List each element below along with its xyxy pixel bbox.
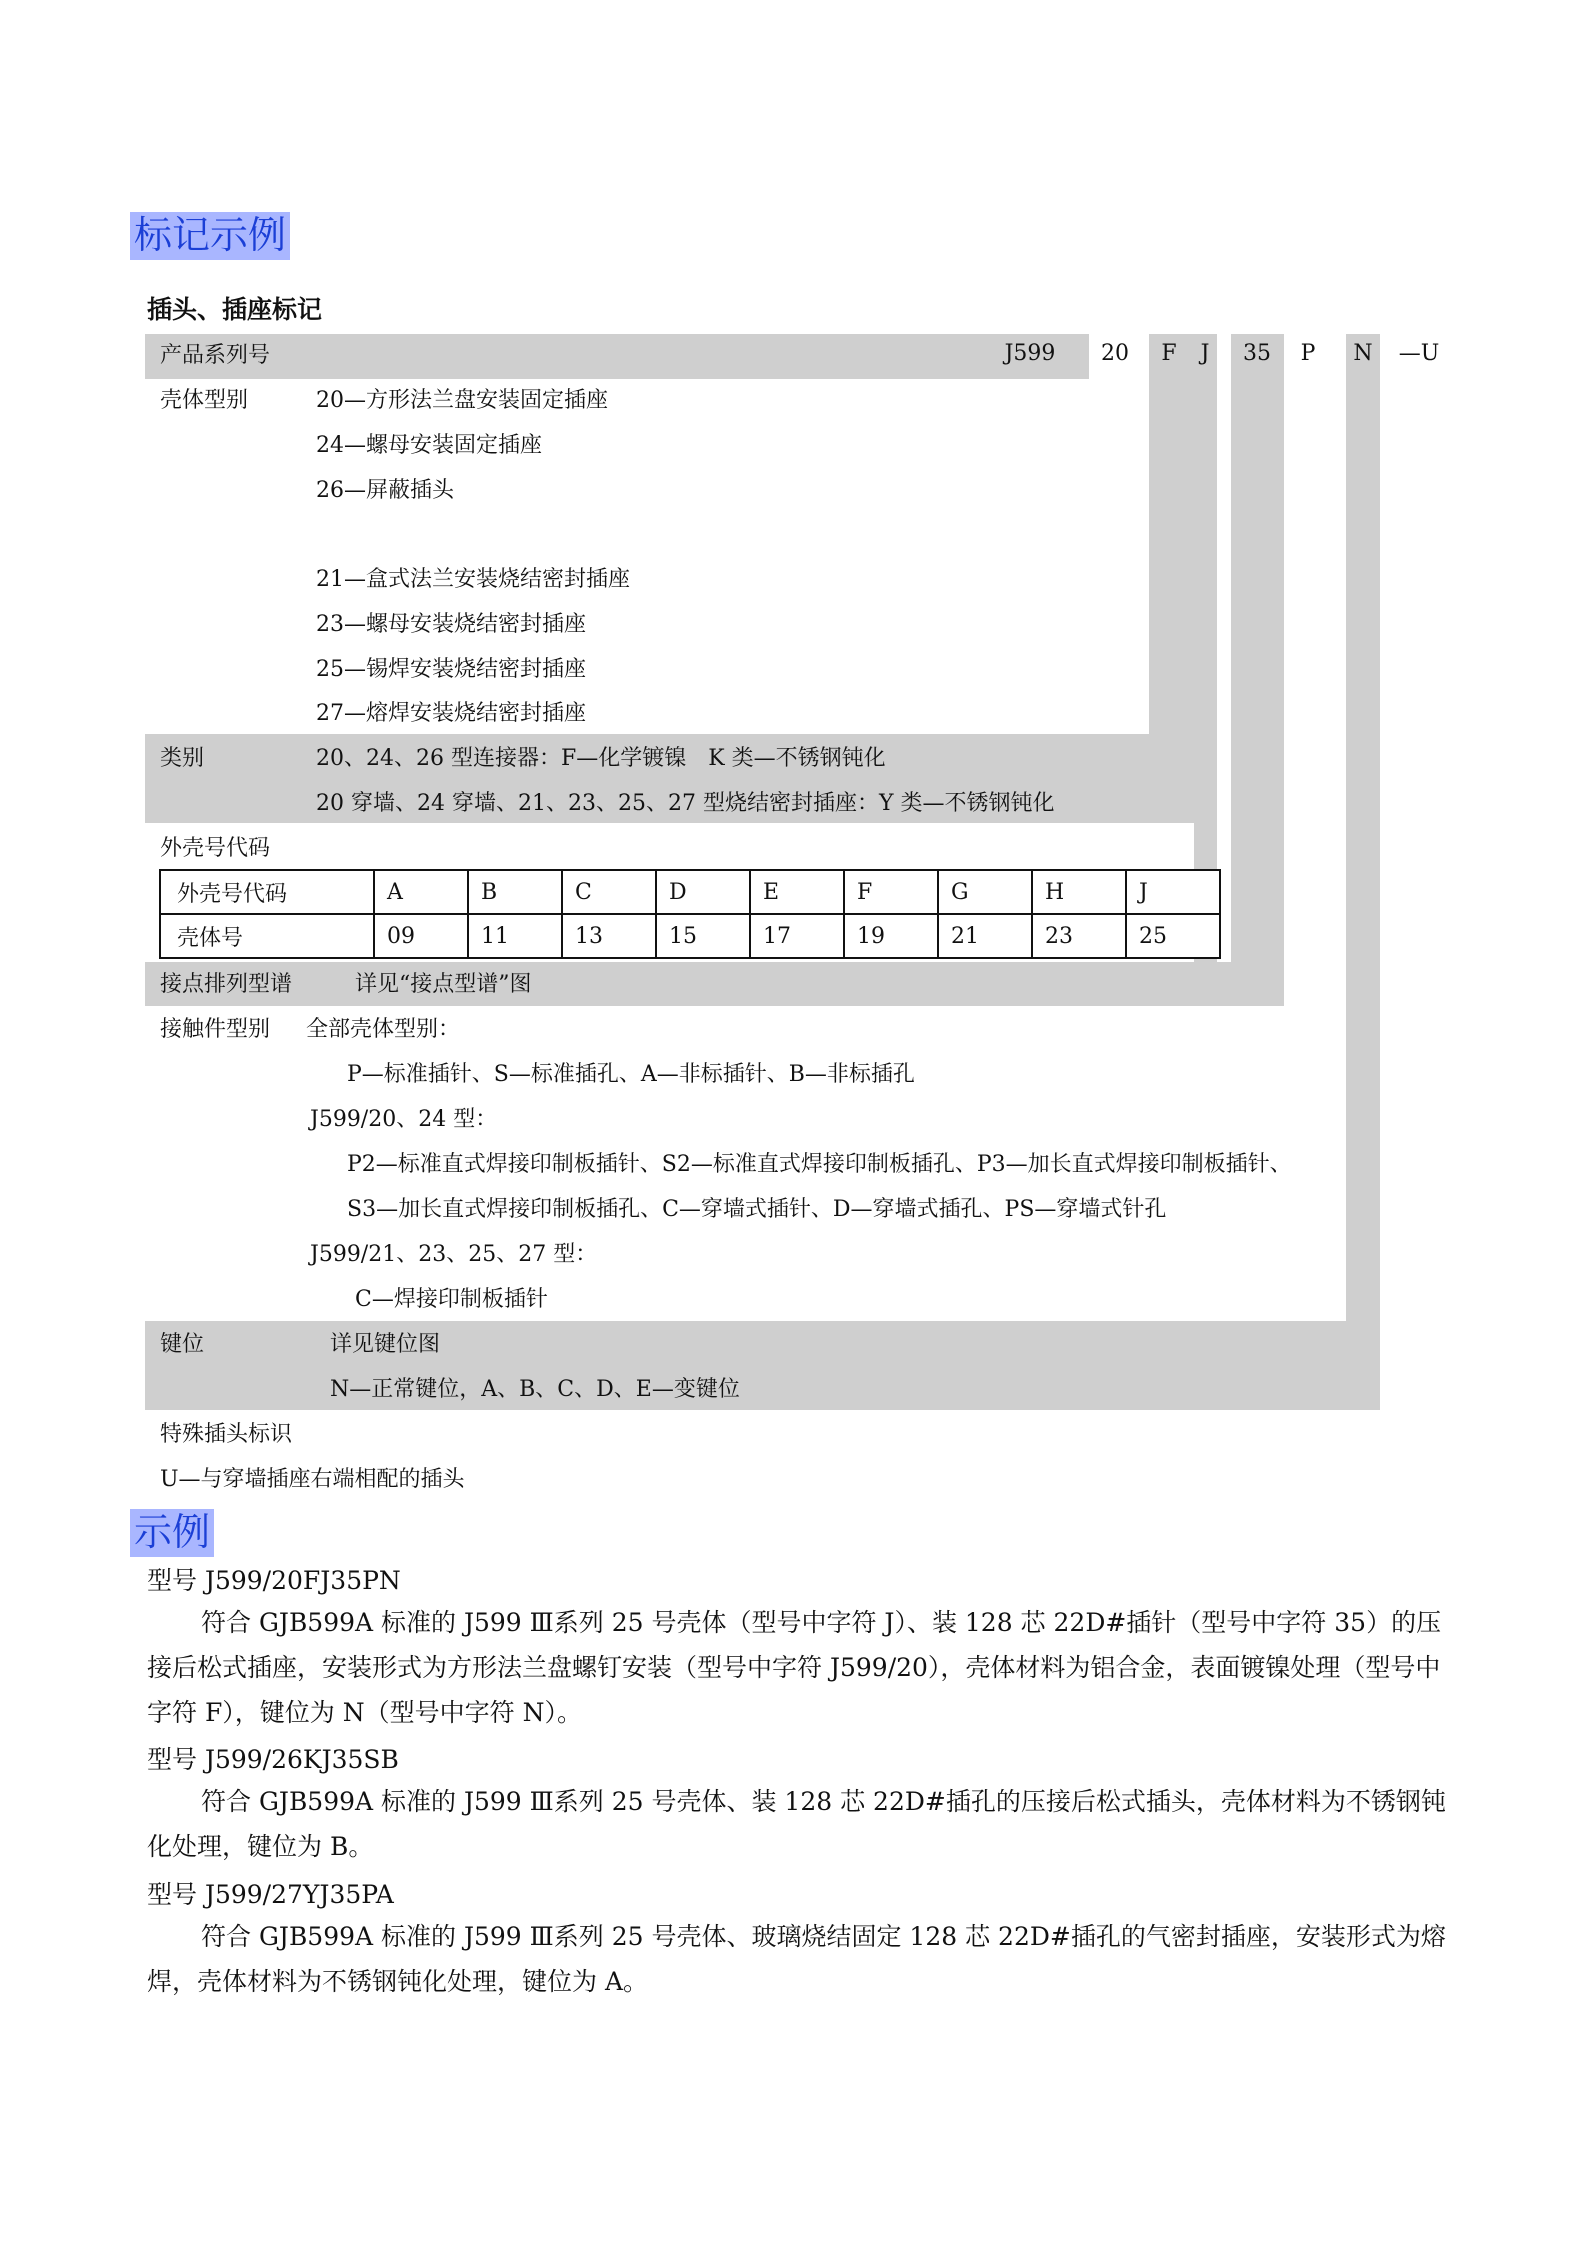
band-col-35 <box>1231 334 1284 1006</box>
contact-type-all-text: P—标准插针、S—标准插孔、A—非标插针、B—非标插孔 <box>347 1062 915 1087</box>
band-product-series <box>145 334 1089 379</box>
special-text: U—与穿墙插座右端相配的插头 <box>160 1467 465 1492</box>
shell-code-table <box>159 869 1221 959</box>
shell-type-label: 壳体型别 <box>160 388 249 413</box>
code-contact-arrangement: 35 <box>1243 341 1271 366</box>
contact-type-group1-line: P2—标准直式焊接印制板插针、S2—标准直式焊接印制板插孔、P3—加长直式焊接印制板插针、 <box>347 1152 1292 1177</box>
table-cell: 19 <box>844 914 938 958</box>
subtitle-plug-socket-marking: 插头、插座标记 <box>147 295 323 324</box>
shell-code-label: 外壳号代码 <box>160 836 271 861</box>
shell-type-item: 27—熔焊安装烧结密封插座 <box>316 701 586 726</box>
code-shell-type: 20 <box>1101 341 1129 366</box>
table-cell: 15 <box>656 914 750 958</box>
example-body: 符合 GJB599A 标准的 J599 Ⅲ系列 25 号壳体（型号中字符 J）、装 128 芯 22D#插针（型号中字符 35）的压接后松式插座，安装形式为方形法兰盘螺钉安装（型号中字符 J599/20），壳体材料为铝合金，表面镀镍处理（型号中字符 F），键位为 N（型号中字符 N）。 <box>147 1608 1442 1727</box>
table-cell: 25 <box>1126 914 1220 958</box>
code-shell-size: J <box>1200 341 1210 366</box>
code-j599: J599 <box>1004 341 1056 366</box>
contact-type-group2-text: C—焊接印制板插针 <box>355 1287 548 1312</box>
shell-type-item: 21—盒式法兰安装烧结密封插座 <box>316 567 630 592</box>
code-contact-type: P <box>1300 341 1316 366</box>
table-cell: A <box>374 870 468 914</box>
example-title: 型号 J599/27YJ35PA <box>147 1880 394 1909</box>
special-label: 特殊插头标识 <box>160 1422 293 1447</box>
band-contact-arrangement <box>145 962 1284 1006</box>
table-header-cell: 外壳号代码 <box>160 870 374 914</box>
contact-arrangement-label: 接点排列型谱 <box>160 972 293 997</box>
table-cell: 13 <box>562 914 656 958</box>
category-line: 20 穿墙、24 穿墙、21、23、25、27 型烧结密封插座：Y 类—不锈钢钝化 <box>316 791 1055 816</box>
section-heading-example: 示例 <box>130 1509 214 1557</box>
example-body: 符合 GJB599A 标准的 J599 Ⅲ系列 25 号壳体、玻璃烧结固定 128 芯 22D#插孔的气密封插座，安装形式为熔焊，壳体材料为不锈钢钝化处理，键位为 A。 <box>147 1922 1446 1996</box>
section-heading-marking-example: 标记示例 <box>130 212 290 260</box>
table-row <box>160 914 1220 958</box>
shell-type-item: 26—屏蔽插头 <box>316 478 454 503</box>
shell-type-item: 20—方形法兰盘安装固定插座 <box>316 388 608 413</box>
band-col-n <box>1346 334 1380 1321</box>
example-title: 型号 J599/26KJ35SB <box>147 1745 399 1774</box>
table-cell: F <box>844 870 938 914</box>
code-category: F <box>1161 341 1177 366</box>
table-cell: 17 <box>750 914 844 958</box>
table-cell: H <box>1032 870 1126 914</box>
code-key-position: N <box>1353 341 1373 366</box>
category-line: 20、24、26 型连接器：F—化学镀镍 K 类—不锈钢钝化 <box>316 746 886 771</box>
contact-arrangement-text: 详见“接点型谱”图 <box>355 972 532 997</box>
table-cell: C <box>562 870 656 914</box>
contact-type-group2-label: J599/21、23、25、27 型： <box>310 1242 598 1267</box>
table-cell: E <box>750 870 844 914</box>
shell-type-item: 23—螺母安装烧结密封插座 <box>316 612 586 637</box>
table-cell: 09 <box>374 914 468 958</box>
table-cell: 23 <box>1032 914 1126 958</box>
table-cell: G <box>938 870 1032 914</box>
table-cell: 11 <box>468 914 562 958</box>
category-label: 类别 <box>160 746 205 771</box>
example-title: 型号 J599/20FJ35PN <box>147 1566 401 1595</box>
example-body: 符合 GJB599A 标准的 J599 Ⅲ系列 25 号壳体、装 128 芯 22D#插孔的压接后松式插头，壳体材料为不锈钢钝化处理，键位为 B。 <box>147 1787 1446 1861</box>
band-col-j <box>1194 334 1217 962</box>
shell-type-item: 24—螺母安装固定插座 <box>316 433 542 458</box>
contact-type-group1-label: J599/20、24 型： <box>310 1107 498 1132</box>
table-cell: 21 <box>938 914 1032 958</box>
key-position-line: 详见键位图 <box>330 1332 441 1357</box>
contact-type-group1-line: S3—加长直式焊接印制板插孔、C—穿墙式插针、D—穿墙式插孔、PS—穿墙式针孔 <box>347 1197 1167 1222</box>
table-cell: D <box>656 870 750 914</box>
table-header-cell: 壳体号 <box>160 914 374 958</box>
key-position-label: 键位 <box>160 1332 205 1357</box>
contact-type-all-label: 全部壳体型别： <box>306 1017 461 1042</box>
table-cell: B <box>468 870 562 914</box>
key-position-line: N—正常键位，A、B、C、D、E—变键位 <box>330 1377 740 1402</box>
code-special: —U <box>1398 341 1440 366</box>
product-series-label: 产品系列号 <box>160 343 271 368</box>
shell-type-item: 25—锡焊安装烧结密封插座 <box>316 657 586 682</box>
contact-type-label: 接触件型别 <box>160 1017 271 1042</box>
table-row <box>160 870 1220 914</box>
table-cell: J <box>1126 870 1220 914</box>
band-col-20 <box>1149 334 1194 734</box>
